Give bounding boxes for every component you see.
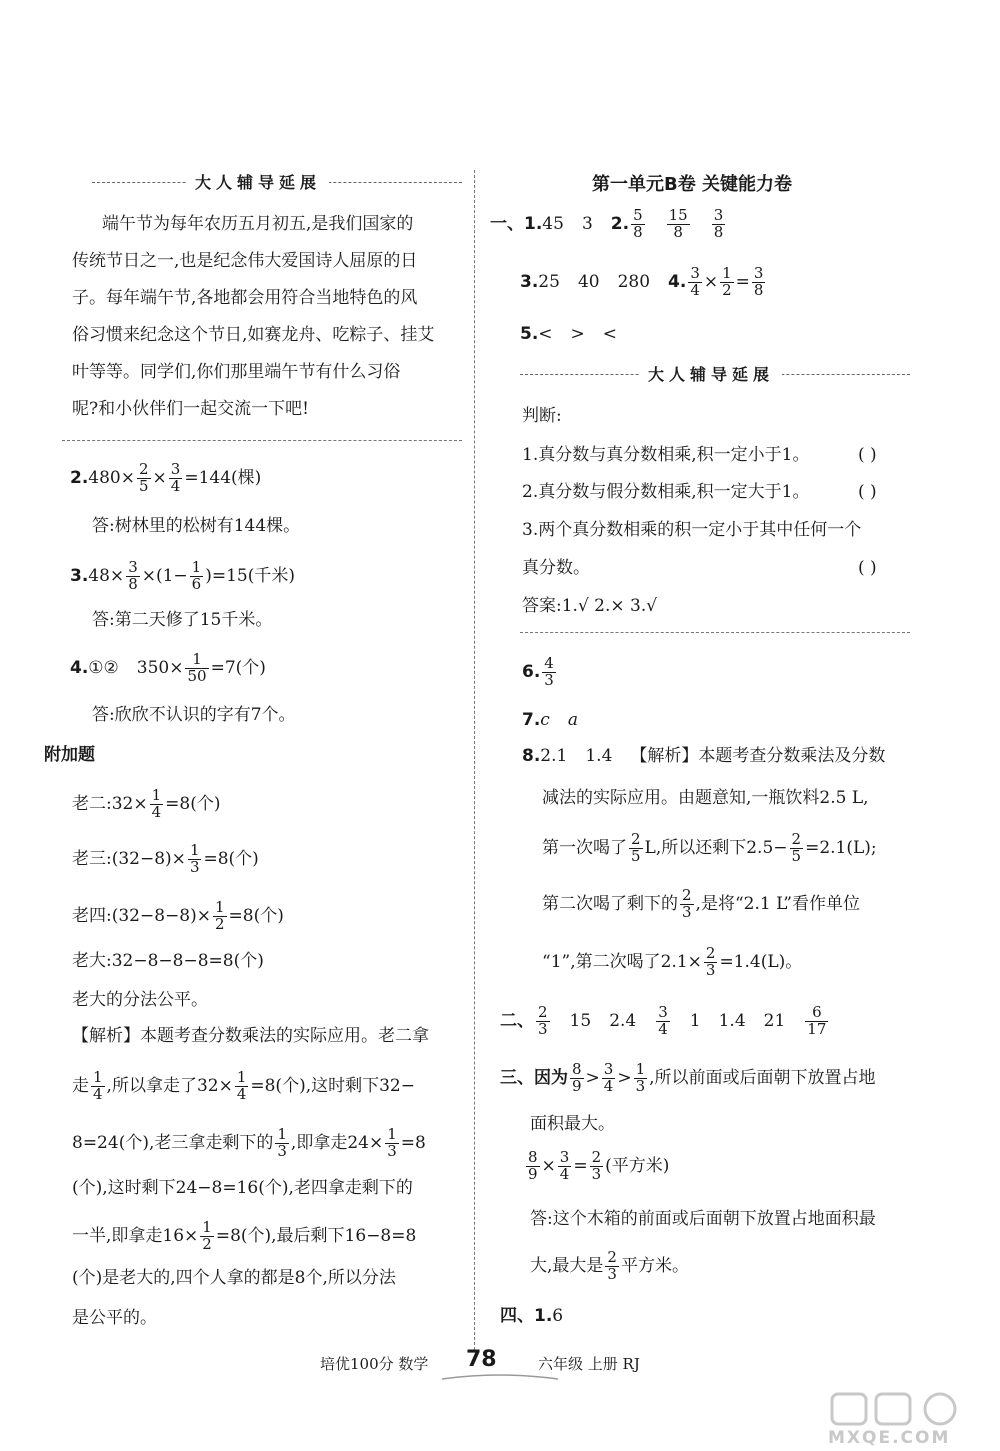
- tutoring-box-header: [520, 362, 910, 386]
- page-number: 78: [466, 1347, 497, 1372]
- fraction: $\frac{3}{4}$: [559, 1148, 570, 1183]
- fraction: $\frac{1}{2}$: [215, 898, 225, 933]
- judge-paren: ( ): [858, 558, 877, 578]
- question-4: 4.①② 350× $\frac{1}{50}$ =7(个): [70, 650, 266, 685]
- fraction: $\frac{2}{3}$: [705, 944, 716, 979]
- question-2: 2.480× $\frac{2}{5}$ × $\frac{3}{4}$ =144(棵): [70, 460, 262, 495]
- fraction: $\frac{1}{4}$: [93, 1068, 103, 1103]
- section-separator: [62, 440, 462, 441]
- judge-paren: ( ): [858, 445, 877, 465]
- watermark-text: MXQE.COM: [828, 1428, 951, 1448]
- question-6: 6. $\frac{4}{3}$: [522, 654, 554, 689]
- tutoring-box-header: [92, 170, 462, 194]
- section-3-line: $\frac{8}{9}$ × $\frac{3}{4}$ = $\frac{2}{3}$ (平方米): [528, 1148, 670, 1183]
- section-1-line: 一、1.45 3 2. $\frac{5}{8}$ $\frac{15}{8}$ $\frac{3}{8}$: [490, 206, 724, 241]
- fraction: $\frac{3}{4}$: [603, 1060, 614, 1095]
- unit-title: 第一单元B卷 关键能力卷: [592, 174, 792, 195]
- tutoring-box-title: 大人辅导延展: [640, 362, 782, 385]
- fraction: $\frac{2}{5}$: [631, 830, 641, 865]
- swoosh-decoration: [440, 1373, 560, 1383]
- judge-item: 2.真分数与假分数相乘,积一定大于1。: [522, 482, 810, 502]
- explanation-line: 是公平的。: [72, 1308, 157, 1328]
- fraction: $\frac{2}{3}$: [607, 1248, 617, 1283]
- explanation-line: 减法的实际应用。由题意知,一瓶饮料2.5 L,: [542, 788, 869, 808]
- question-3: 3.48× $\frac{3}{8}$ ×(1− $\frac{1}{6}$ )=15(千米): [70, 558, 295, 593]
- extra-line: 老二:32× $\frac{1}{4}$ =8(个): [72, 786, 221, 821]
- fraction: $\frac{1}{3}$: [277, 1125, 287, 1160]
- answer-3: 答:第二天修了15千米。: [92, 610, 273, 630]
- fraction: $\frac{4}{3}$: [544, 654, 554, 689]
- reading-line: 呢?和小伙伴们一起交流一下吧!: [72, 399, 309, 419]
- fraction: $\frac{2}{3}$: [682, 886, 692, 921]
- fraction: $\frac{5}{8}$: [633, 206, 643, 241]
- question-8: 8.2.1 1.4 【解析】本题考查分数乘法及分数: [522, 746, 886, 766]
- section-1-line: 3.25 40 280 4. $\frac{3}{4}$ × $\frac{1}{2}$ = $\frac{3}{8}$: [520, 264, 764, 299]
- judge-answer: 答案:1.√ 2.× 3.√: [522, 596, 658, 616]
- fraction: $\frac{3}{4}$: [658, 1003, 668, 1038]
- reading-line: 子。每年端午节,各地都会用符合当地特色的风: [72, 288, 418, 308]
- judge-title: 判断:: [522, 406, 562, 426]
- section-separator: [520, 632, 910, 633]
- fraction: $\frac{6}{17}$: [807, 1003, 827, 1038]
- explanation-line: 第一次喝了 $\frac{2}{5}$ L,所以还剩下2.5− $\frac{2}{5}$ =2.1(L);: [542, 830, 877, 865]
- fraction: $\frac{1}{3}$: [387, 1125, 397, 1160]
- fraction: $\frac{2}{3}$: [538, 1003, 548, 1038]
- explanation-line: 8=24(个),老三拿走剩下的 $\frac{1}{3}$ ,即拿走24× $\frac{1}{3}$ =8: [72, 1125, 426, 1160]
- fraction: $\frac{1}{4}$: [151, 786, 162, 821]
- fraction: $\frac{15}{8}$: [668, 206, 688, 241]
- footer-grade: 六年级 上册 RJ: [538, 1355, 640, 1373]
- fraction: $\frac{1}{3}$: [189, 841, 200, 876]
- fraction: $\frac{1}{3}$: [635, 1060, 646, 1095]
- judge-item: 真分数。: [522, 558, 590, 578]
- judge-paren: ( ): [858, 482, 877, 502]
- fraction: $\frac{8}{9}$: [528, 1148, 538, 1183]
- page-footer: [0, 1347, 1000, 1393]
- column-divider: [474, 170, 475, 1350]
- explanation-line: 走 $\frac{1}{4}$ ,所以拿走了32× $\frac{1}{4}$ =8(个),这时剩下32−: [72, 1068, 415, 1103]
- fraction: $\frac{3}{8}$: [128, 558, 138, 593]
- section-1-line: 5.< > <: [520, 324, 618, 344]
- fraction: $\frac{1}{2}$: [202, 1218, 212, 1253]
- judge-item: 1.真分数与真分数相乘,积一定小于1。: [522, 445, 810, 465]
- reading-line: 端午节为每年农历五月初五,是我们国家的: [102, 214, 414, 234]
- fraction: $\frac{3}{8}$: [753, 264, 764, 299]
- reading-line: 叶等等。同学们,你们那里端午节有什么习俗: [72, 362, 401, 382]
- section-3-line: 答:这个木箱的前面或后面朝下放置占地面积最: [530, 1209, 876, 1229]
- explanation-line: “1”,第二次喝了2.1× $\frac{2}{3}$ =1.4(L)。: [542, 944, 803, 979]
- fraction: $\frac{2}{5}$: [791, 830, 802, 865]
- section-3-line: 大,最大是 $\frac{2}{3}$ 平方米。: [530, 1248, 689, 1283]
- section-3-line: 面积最大。: [530, 1114, 615, 1134]
- extra-line: 老大的分法公平。: [72, 990, 208, 1010]
- section-4-line: 四、1.6: [500, 1306, 564, 1326]
- section-3-line: 三、因为 $\frac{8}{9}$ > $\frac{3}{4}$ > $\frac{1}{3}$ ,所以前面或后面朝下放置占地: [500, 1060, 876, 1095]
- fraction: $\frac{2}{3}$: [591, 1148, 602, 1183]
- reading-line: 传统节日之一,也是纪念伟大爱国诗人屈原的日: [72, 251, 418, 271]
- extra-line: 老三:(32−8)× $\frac{1}{3}$ =8(个): [72, 841, 259, 876]
- fraction: $\frac{3}{4}$: [690, 264, 700, 299]
- watermark: [828, 1392, 978, 1451]
- fraction: $\frac{8}{9}$: [572, 1060, 582, 1095]
- question-7: 7.c a: [522, 710, 578, 730]
- answer-2: 答:树林里的松树有144棵。: [92, 516, 301, 536]
- explanation-line: (个),这时剩下24−8=16(个),老四拿走剩下的: [72, 1178, 413, 1198]
- answer-4: 答:欣欣不认识的字有7个。: [92, 705, 296, 725]
- reading-line: 俗习惯来纪念这个节日,如赛龙舟、吃粽子、挂艾: [72, 325, 435, 345]
- extra-line: 老四:(32−8−8)× $\frac{1}{2}$ =8(个): [72, 898, 284, 933]
- section-2-line: 二、 $\frac{2}{3}$ 15 2.4 $\frac{3}{4}$ 1 1.4 21 $\frac{6}{17}$: [500, 1003, 827, 1038]
- extra-line: 老大:32−8−8−8=8(个): [72, 951, 264, 971]
- explanation-line: (个)是老大的,四个人拿的都是8个,所以分法: [72, 1268, 396, 1288]
- explanation-line: 第二次喝了剩下的 $\frac{2}{3}$ ,是将“2.1 L”看作单位: [542, 886, 860, 921]
- fraction: $\frac{1}{6}$: [191, 558, 202, 593]
- fraction: $\frac{1}{2}$: [722, 264, 732, 299]
- judge-item: 3.两个真分数相乘的积一定小于其中任何一个: [522, 520, 862, 540]
- explanation-line: 【解析】本题考查分数乘法的实际应用。老二拿: [72, 1026, 429, 1046]
- tutoring-box-title: 大人辅导延展: [187, 170, 329, 193]
- explanation-line: 一半,即拿走16× $\frac{1}{2}$ =8(个),最后剩下16−8=8: [72, 1218, 417, 1253]
- footer-book-title: 培优100分 数学: [320, 1355, 429, 1373]
- fraction: $\frac{3}{4}$: [170, 460, 181, 495]
- fraction: $\frac{2}{5}$: [139, 460, 149, 495]
- fraction: $\frac{1}{50}$: [187, 650, 207, 685]
- fraction: $\frac{3}{8}$: [713, 206, 724, 241]
- extra-title: 附加题: [44, 745, 95, 765]
- fraction: $\frac{1}{4}$: [236, 1068, 247, 1103]
